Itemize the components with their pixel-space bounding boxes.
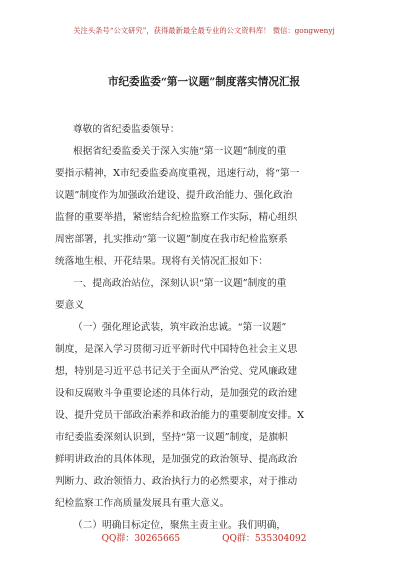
paragraph-line: 要指示精神，X市纪委监委高度重视，迅速行动，将“第一: [55, 168, 300, 179]
qq-group-2: QQ群：535304092: [222, 534, 307, 544]
section-heading: 一、提高政治站位，深刻认识“第一议题”制度的重: [73, 278, 287, 289]
paragraph-line: 设、提升党员干部政治素养和政治能力的重要制度安排。X: [55, 410, 305, 421]
paragraph-line: 判断力、政治领悟力、政治执行力的必然要求，对于推动: [55, 476, 298, 487]
paragraph-line: 想，特别是习近平总书记关于全面从严治党、党风廉政建: [55, 366, 298, 377]
paragraph-line: 纪检监察工作高质量发展具有重大意义。: [55, 498, 230, 509]
paragraph-line: 根据省纪委监委关于深入实施“第一议题”制度的重: [73, 146, 287, 157]
salutation: 尊敬的省纪委监委领导：: [73, 124, 180, 135]
subsection-heading: （二）明确目标定位，聚焦主责主业。我们明确，: [73, 520, 287, 531]
paragraph-line: 制度，是深入学习贯彻习近平新时代中国特色社会主义思: [55, 344, 298, 355]
qq-group-1: QQ群：30265665: [101, 534, 181, 544]
section-heading: 要意义: [55, 300, 85, 311]
paragraph-line: 市纪委监委深刻认识到，坚持“第一议题”制度，是旗帜: [55, 432, 288, 443]
paragraph-line: 周密部署，扎实推动“第一议题”制度在我市纪检监察系: [55, 234, 288, 245]
subsection-heading: （一）强化理论武装，筑牢政治忠诚。“第一议题”: [73, 322, 287, 333]
paragraph-line: 议题”制度作为加强政治建设、提升政治能力、强化政治: [55, 190, 293, 201]
paragraph-line: 统落地生根、开花结果。现将有关情况汇报如下：: [55, 256, 269, 267]
paragraph-line: 监督的重要举措，紧密结合纪检监察工作实际，精心组织: [55, 212, 298, 223]
top-banner: 关注头条号“公文研究”，获得最新最全最专业的公文资料库！ 微信：gongwenyj: [73, 26, 335, 35]
paragraph-line: 设和反腐败斗争重要论述的具体行动，是加强党的政治建: [55, 388, 298, 399]
document-body: [55, 119, 355, 537]
document-title: 市纪委监委“第一议题”制度落实情况汇报: [107, 76, 301, 88]
paragraph-line: 鲜明讲政治的具体体现，是加强党的政治领导、提高政治: [55, 454, 298, 465]
footer: [0, 531, 408, 544]
